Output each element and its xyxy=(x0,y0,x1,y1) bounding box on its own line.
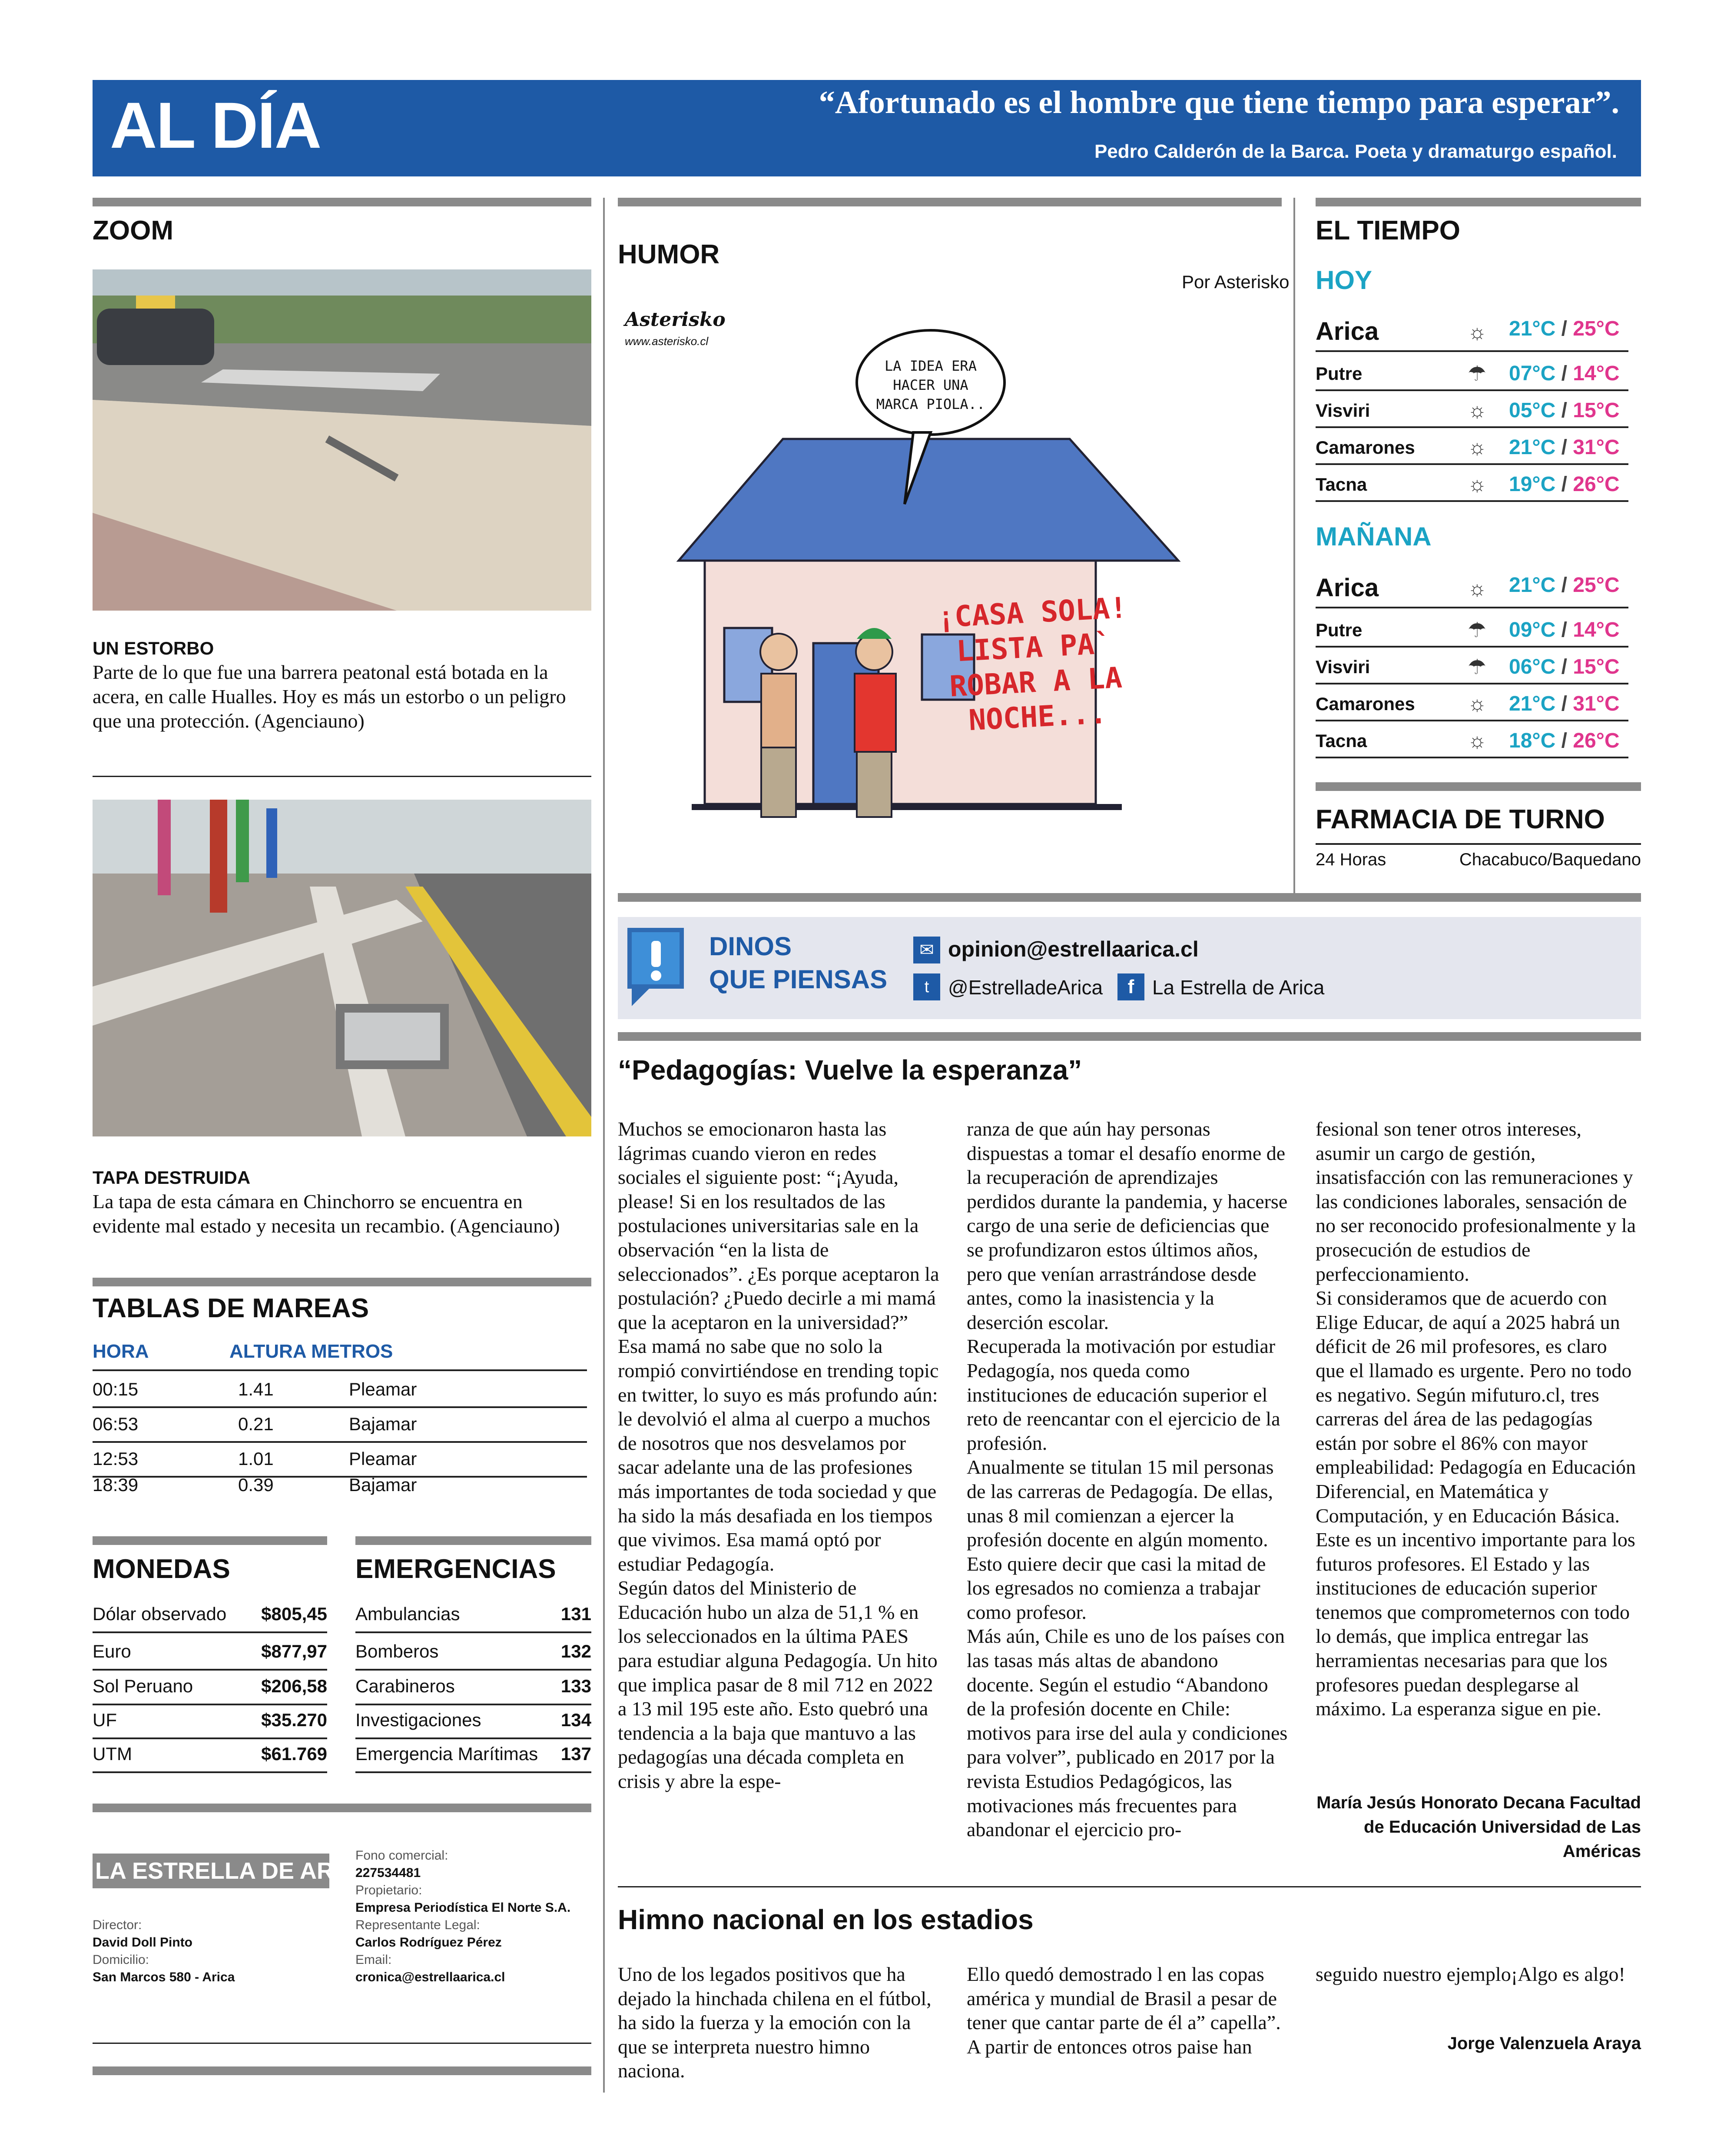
moneda-value: $61.769 xyxy=(261,1744,327,1764)
tide-altura: 1.41 xyxy=(238,1379,274,1399)
rule xyxy=(1316,782,1641,791)
sun-cloud-icon: ☼ xyxy=(1468,321,1487,344)
propietario: Empresa Periodística El Norte S.A. xyxy=(355,1900,571,1915)
rule xyxy=(93,776,591,777)
dinos-line1: DINOS xyxy=(709,932,792,961)
rain-cloud-icon: ☂ xyxy=(1468,619,1487,642)
temp-min: 21°C xyxy=(1509,692,1556,715)
rule xyxy=(93,1278,591,1286)
tide-altura: 0.39 xyxy=(238,1475,274,1495)
facebook-page[interactable]: La Estrella de Arica xyxy=(1152,976,1325,999)
dinos-banner xyxy=(618,917,1641,1019)
tides-heading: TABLAS DE MAREAS xyxy=(93,1293,369,1323)
propietario-label: Propietario: xyxy=(355,1883,422,1897)
tide-hora: 00:15 xyxy=(93,1379,139,1399)
emergencias-table xyxy=(355,1599,591,1773)
dinos-line2: QUE PIENSAS xyxy=(709,965,888,994)
moneda-value: $805,45 xyxy=(261,1604,327,1624)
weather-row xyxy=(1316,724,1628,758)
sun-cloud-icon: ☼ xyxy=(1468,692,1487,715)
rain-cloud-icon: ☂ xyxy=(1468,362,1487,385)
section-title: AL DÍA xyxy=(110,89,321,162)
caption-title: UN ESTORBO xyxy=(93,638,214,658)
rule xyxy=(93,1804,591,1812)
moneda-value: $877,97 xyxy=(261,1641,327,1661)
exclamation-icon xyxy=(623,924,688,1010)
farmacia-row xyxy=(1316,843,1641,878)
cartoon xyxy=(618,300,1287,821)
emergencia-name: Bomberos xyxy=(355,1641,439,1661)
weather-city: Tacna xyxy=(1316,731,1367,751)
graffiti-text: ¡CASA SOLA! LISTA PA` ROBAR A LA NOCHE... xyxy=(936,591,1128,737)
temp-max: 26°C xyxy=(1573,729,1620,752)
section-header xyxy=(93,80,1641,176)
table-row xyxy=(93,1739,327,1773)
weather-city: Visviri xyxy=(1316,400,1370,421)
article-col-2: ranza de que aún hay personas dispuestas a tomar el desafío enorme de la recuperación de aprendizajes perdidos durante la pandemia, y hacerse cargo de una serie de deficiencias que se profundizaron estos últimos años, pero que venían arrastrándose desde antes, como la inasistencia y la deserción escolar. Recuperada la motivación por estudiar Pedagogía, nos queda como instituciones de educación superior el reto de reencantar con el ejercicio de la profesión. Anualmente se titulan 15 mil personas de las carreras de Pedagogía. De ellas, unas 8 mil comienzan a ejercer la profesión docente en algún momento. Esto quiere decir que casi la mitad de los egresados no comienza a trabajar como profesor. Más aún, Chile es uno de los países con las tasas más altas de abandono docente. Según el estudio “Abandono de la profesión docente en Chile: motivos para irse del aula y condiciones para volver”, publicado en 2017 por la revista Estudios Pedagógicos, las motivaciones más frecuentes para abandonar el ejercicio pro- xyxy=(967,1118,1288,1841)
weather-city: Putre xyxy=(1316,620,1363,640)
rain-cloud-icon: ☂ xyxy=(1468,656,1487,679)
temp-min: 07°C xyxy=(1509,362,1556,385)
weather-city: Arica xyxy=(1316,317,1379,345)
temp-separator: / xyxy=(1555,362,1573,385)
temp-separator: / xyxy=(1555,436,1573,459)
moneda-name: UTM xyxy=(93,1744,132,1764)
sun-cloud-icon: ☼ xyxy=(1468,577,1487,600)
weather-row xyxy=(1316,613,1628,648)
temp-max: 31°C xyxy=(1573,436,1620,459)
article-col-3: seguido nuestro ejemplo¡Algo es algo! xyxy=(1316,1963,1625,1985)
rule xyxy=(618,1032,1641,1041)
email-icon: ✉ xyxy=(913,937,940,963)
emergencias-heading: EMERGENCIAS xyxy=(355,1554,556,1584)
weather-city: Arica xyxy=(1316,574,1379,602)
header-quote-author: Pedro Calderón de la Barca. Poeta y dramaturgo español. xyxy=(1094,141,1617,162)
emergencia-value: 132 xyxy=(560,1641,591,1661)
table-row xyxy=(93,1671,327,1705)
table-row xyxy=(93,1637,327,1671)
rule xyxy=(618,893,1641,902)
article-col-2: Ello quedó demostrado l en las copas américa y mundial de Brasil a pesar de tener que cantar parte de él a” capella”. A partir de entonces otros paise han xyxy=(967,1963,1281,2058)
humor-byline: Por Asterisko xyxy=(1182,272,1290,292)
temp-min: 19°C xyxy=(1509,473,1556,496)
opinion-email[interactable]: opinion@estrellaarica.cl xyxy=(948,937,1199,961)
temp-min: 21°C xyxy=(1509,574,1556,597)
temp-max: 26°C xyxy=(1573,473,1620,496)
masthead-email[interactable]: cronica@estrellaarica.cl xyxy=(355,1970,505,1984)
temp-separator: / xyxy=(1555,655,1573,678)
table-row xyxy=(355,1671,591,1705)
rule xyxy=(355,1536,591,1545)
emergencia-value: 133 xyxy=(560,1676,591,1696)
temp-separator: / xyxy=(1555,473,1573,496)
emergencia-value: 131 xyxy=(560,1604,591,1624)
temp-min: 21°C xyxy=(1509,317,1556,340)
caption-text: La tapa de esta cámara en Chinchorro se encuentra en evidente mal estado y necesita un recambio. (Agenciauno) xyxy=(93,1190,560,1237)
rep: Carlos Rodríguez Pérez xyxy=(355,1935,502,1950)
temp-min: 21°C xyxy=(1509,436,1556,459)
caption-title: TAPA DESTRUIDA xyxy=(93,1167,251,1188)
twitter-icon: t xyxy=(913,973,940,1000)
moneda-value: $35.270 xyxy=(261,1710,327,1730)
weather-row xyxy=(1316,430,1628,465)
temp-separator: / xyxy=(1555,574,1573,597)
table-row xyxy=(355,1637,591,1671)
cloud-sun-icon: ☼ xyxy=(1468,399,1487,422)
emergencia-name: Carabineros xyxy=(355,1676,455,1696)
temp-separator: / xyxy=(1555,729,1573,752)
zoom-caption-2 xyxy=(93,1166,591,1238)
rule xyxy=(93,2043,591,2044)
temp-min: 06°C xyxy=(1509,655,1556,678)
temp-max: 31°C xyxy=(1573,692,1620,715)
article-title: Himno nacional en los estadios xyxy=(618,1904,1034,1935)
weather-row xyxy=(1316,467,1628,502)
table-row xyxy=(355,1705,591,1739)
rule xyxy=(618,1886,1641,1887)
weather-row xyxy=(1316,650,1628,684)
emergencia-name: Ambulancias xyxy=(355,1604,460,1624)
temp-max: 15°C xyxy=(1573,399,1620,422)
rep-label: Representante Legal: xyxy=(355,1918,480,1932)
emergencia-name: Emergencia Marítimas xyxy=(355,1744,538,1764)
cartoon-signature-url: www.asterisko.cl xyxy=(625,335,709,348)
temp-max: 14°C xyxy=(1573,362,1620,385)
farmacia-direccion: Chacabuco/Baquedano xyxy=(1459,850,1641,869)
tides-col-hora: HORA xyxy=(93,1341,149,1362)
table-row xyxy=(93,1705,327,1739)
moneda-name: Sol Peruano xyxy=(93,1676,193,1696)
rule xyxy=(93,1536,327,1545)
emergencia-name: Investigaciones xyxy=(355,1710,481,1730)
table-row xyxy=(93,1410,587,1443)
fono: 227534481 xyxy=(355,1866,421,1880)
domicilio: San Marcos 580 - Arica xyxy=(93,1970,235,1984)
table-row xyxy=(355,1739,591,1773)
temp-max: 25°C xyxy=(1573,317,1620,340)
article-col-1: Muchos se emocionaron hasta las lágrimas cuando vieron en redes sociales el siguiente post: “¡Ayuda, please! Si en los resultados de las postulaciones universitarias sale en la observación “en la lista de seleccionados”. ¿Es porque aceptaron la postulación? ¿Puedo decirle a mi mamá que la aceptaron en la universidad?” Esa mamá no sabe que no solo la rompió convirtiéndose en trending topic en twitter, lo suyo es más profundo aún: le devolvió el alma al cuerpo a muchos de nosotros que nos desvelamos por sacar adelante una de las profesiones más importantes de toda sociedad y que ha sido la más desafiada en los tiempos que vivimos. Esa mamá optó por estudiar Pedagogía. Según datos del Ministerio de Educación hubo un alza de 51,1 % en los seleccionados en la última PAES para estudiar alguna Pedagogía. Un hito que implica pasar de 8 mil 712 en 2022 a 13 mil 195 este año. Esto quebró una tendencia a la baja que mantuvo a las pedagogías una década completa en crisis y abre la espe- xyxy=(618,1118,939,1793)
tide-tipo: Pleamar xyxy=(349,1448,417,1469)
masthead-left xyxy=(93,1917,235,1986)
moneda-name: Euro xyxy=(93,1641,131,1661)
domicilio-label: Domicilio: xyxy=(93,1953,149,1967)
zoom-caption-1 xyxy=(93,637,591,733)
cartoon-signature: Asterisko xyxy=(625,309,726,331)
weather-manana-table xyxy=(1316,567,1628,758)
weather-heading: EL TIEMPO xyxy=(1316,216,1461,246)
temp-max: 15°C xyxy=(1573,655,1620,678)
weather-city: Camarones xyxy=(1316,437,1415,458)
temp-min: 09°C xyxy=(1509,618,1556,641)
weather-hoy-label: HOY xyxy=(1316,266,1373,295)
weather-city: Camarones xyxy=(1316,694,1415,714)
tide-hora: 06:53 xyxy=(93,1414,139,1434)
sun-cloud-icon: ☼ xyxy=(1468,729,1487,752)
tide-hora: 18:39 xyxy=(93,1475,139,1495)
tides-table xyxy=(93,1341,587,1493)
humor-heading: HUMOR xyxy=(618,239,720,269)
sun-cloud-icon: ☼ xyxy=(1468,473,1487,496)
table-row xyxy=(93,1599,327,1633)
zoom-heading: ZOOM xyxy=(93,216,173,246)
email-label: Email: xyxy=(355,1953,392,1967)
newspaper-logo: LA ESTRELLA DE ARICA xyxy=(93,1854,329,1888)
caption-text: Parte de lo que fue una barrera peatonal está botada en la acera, en calle Hualles. Hoy es más un estorbo o un peligro que una protección. (Agenciauno) xyxy=(93,661,566,732)
weather-row xyxy=(1316,356,1628,391)
masthead-right xyxy=(355,1847,570,1986)
moneda-name: Dólar observado xyxy=(93,1604,227,1624)
tide-altura: 1.01 xyxy=(238,1448,274,1469)
article-title: “Pedagogías: Vuelve la esperanza” xyxy=(618,1054,1082,1086)
emergencia-value: 134 xyxy=(560,1710,591,1730)
tide-tipo: Bajamar xyxy=(349,1414,417,1434)
tide-altura: 0.21 xyxy=(238,1414,274,1434)
facebook-icon: f xyxy=(1117,973,1144,1000)
monedas-heading: MONEDAS xyxy=(93,1554,230,1584)
article-col-3: fesional son tener otros intereses, asumir un cargo de gestión, insatisfacción con las remuneraciones y las condiciones laborales, sensación de no ser reconocido profesionalmente y la prosecución de estudios de perfeccionamiento. Si consideramos que de acuerdo con Elige Educar, de aquí a 2025 habrá un déficit de 26 mil profesores, es claro que el llamado es urgente. Pero no todo es negativo. Según mifuturo.cl, tres carreras del área de las pedagogías están por sobre el 86% con mayor empleabilidad: Pedagogía en Educación Diferencial, en Matemática y Computación, y en Educación Básica. Este es un incentivo importante para los futuros profesores. El Estado y las instituciones de educación superior tenemos que comprometernos con todo lo demás, que implica entregar las herramientas necesarias para que los profesores puedan desplegarse al máximo. La esperanza sigue en pie. xyxy=(1316,1118,1636,1720)
table-row xyxy=(93,1375,587,1408)
weather-manana-label: MAÑANA xyxy=(1316,522,1432,551)
rule xyxy=(1316,198,1641,206)
rule xyxy=(93,2066,591,2075)
zoom-photo-1 xyxy=(93,269,591,611)
speech-bubble-text: LA IDEA ERA HACER UNA MARCA PIOLA.. xyxy=(876,358,985,412)
zoom-photo-2 xyxy=(93,800,591,1136)
director-label: Director: xyxy=(93,1918,142,1932)
tide-tipo: Bajamar xyxy=(349,1475,417,1495)
temp-separator: / xyxy=(1555,618,1573,641)
farmacia-heading: FARMACIA DE TURNO xyxy=(1316,804,1605,834)
sun-cloud-icon: ☼ xyxy=(1468,436,1487,459)
emergencia-value: 137 xyxy=(560,1744,591,1764)
table-row xyxy=(93,1475,587,1495)
weather-row xyxy=(1316,567,1628,608)
temp-max: 25°C xyxy=(1573,574,1620,597)
weather-row xyxy=(1316,687,1628,721)
column-divider xyxy=(1293,198,1295,893)
weather-hoy-table xyxy=(1316,311,1628,502)
temp-separator: / xyxy=(1555,692,1573,715)
moneda-value: $206,58 xyxy=(261,1676,327,1696)
rule xyxy=(93,198,591,206)
tide-tipo: Pleamar xyxy=(349,1379,417,1399)
temp-separator: / xyxy=(1555,317,1573,340)
temp-max: 14°C xyxy=(1573,618,1620,641)
moneda-name: UF xyxy=(93,1710,117,1730)
fono-label: Fono comercial: xyxy=(355,1848,448,1863)
monedas-table xyxy=(93,1599,327,1773)
header-quote: “Afortunado es el hombre que tiene tiempo para esperar”. xyxy=(819,85,1619,120)
article-author: Jorge Valenzuela Araya xyxy=(1447,2034,1641,2053)
weather-city: Putre xyxy=(1316,363,1363,384)
article-author: María Jesús Honorato Decana Facultad de Educación Universidad de Las Américas xyxy=(1316,1793,1641,1861)
farmacia-horas: 24 Horas xyxy=(1316,850,1386,869)
weather-city: Visviri xyxy=(1316,657,1370,677)
article-col-1: Uno de los legados positivos que ha dejado la hinchada chilena en el fútbol, ha sido la fuerza y la emoción con la que se interpreta nuestro himno naciona. xyxy=(618,1963,932,2082)
weather-city: Tacna xyxy=(1316,474,1367,495)
table-row xyxy=(355,1599,591,1633)
weather-row xyxy=(1316,393,1628,428)
column-divider xyxy=(603,198,605,2093)
tide-hora: 12:53 xyxy=(93,1448,139,1469)
director: David Doll Pinto xyxy=(93,1935,193,1950)
tides-col-altura: ALTURA METROS xyxy=(229,1341,393,1362)
twitter-handle[interactable]: @EstrelladeArica xyxy=(948,976,1103,999)
table-row xyxy=(93,1445,587,1478)
temp-min: 18°C xyxy=(1509,729,1556,752)
temp-min: 05°C xyxy=(1509,399,1556,422)
temp-separator: / xyxy=(1555,399,1573,422)
weather-row xyxy=(1316,311,1628,352)
rule xyxy=(618,198,1282,206)
